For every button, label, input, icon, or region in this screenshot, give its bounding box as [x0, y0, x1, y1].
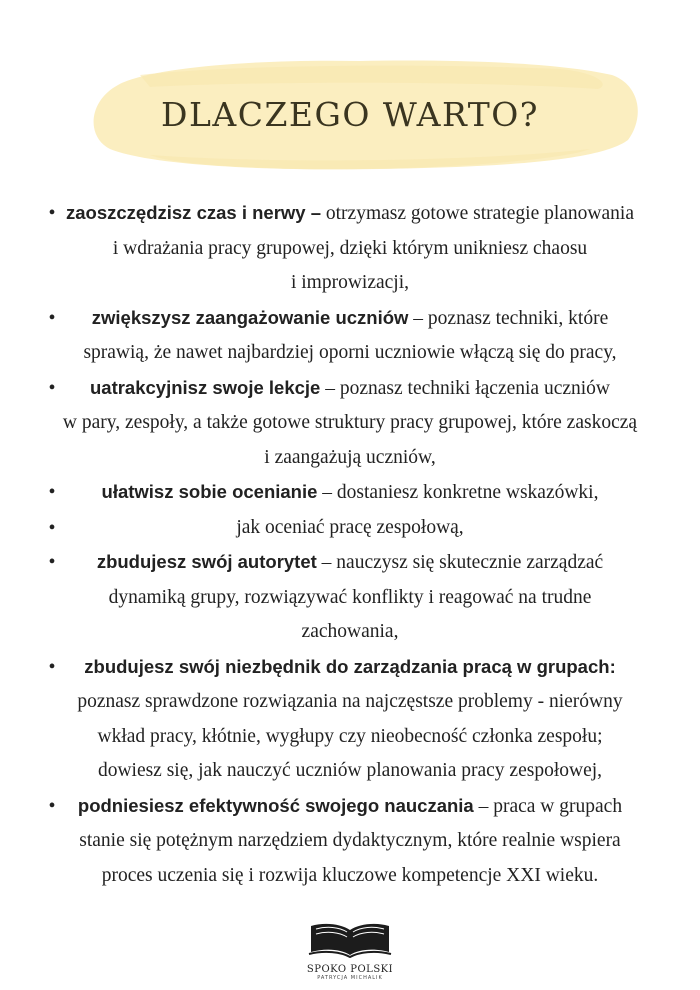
list-item: [0, 371, 700, 476]
list-item-text: – poznasz techniki, które: [408, 307, 609, 329]
list-item: [0, 511, 700, 546]
brand-logo: [300, 918, 400, 981]
list-item: [0, 301, 700, 371]
list-item-line: [0, 720, 700, 755]
list-item-text: i wdrażania pracy grupowej, dzięki którym unikniesz chaosu: [112, 237, 588, 259]
bullet-icon: •: [48, 481, 56, 503]
list-item-text: – dostaniesz konkretne wskazówki,: [317, 482, 599, 503]
list-item-line: [0, 232, 700, 267]
list-item-line: [0, 824, 700, 859]
list-item-text: poznasz sprawdzone rozwiązania na najczęstsze problemy - nierówny: [77, 691, 623, 712]
list-item-text: – nauczysz się skutecznie zarządzać: [316, 552, 604, 573]
list-item-bold-text: uatrakcyjnisz swoje lekcje: [89, 376, 321, 398]
list-item-line: [0, 545, 700, 581]
list-item-line: [0, 475, 700, 511]
list-item-text: dowiesz się, jak nauczyć uczniów planowania pracy zespołowej,: [97, 760, 603, 781]
list-item-line: [0, 441, 700, 476]
list-item-text: proces uczenia się i rozwija kluczowe kompetencje XXI wieku.: [101, 864, 599, 886]
list-item: [0, 196, 700, 301]
list-item-line: [0, 336, 700, 371]
list-item: [0, 650, 700, 789]
list-item-line: [0, 650, 700, 686]
page-title: DLACZEGO WARTO?: [160, 95, 539, 134]
list-item-line: [0, 266, 700, 301]
list-item: [0, 545, 700, 650]
bullet-icon: •: [48, 794, 56, 817]
list-item-text: jak oceniać pracę zespołową,: [236, 516, 464, 538]
list-item-bold-text: ułatwisz sobie ocenianie: [101, 481, 318, 502]
open-book-icon: [307, 918, 393, 958]
list-item-text: i zaangażują uczniów,: [264, 446, 436, 468]
bullet-icon: •: [48, 551, 56, 573]
list-item-bold-text: zbudujesz swój niezbędnik do zarządzania pracą w grupach:: [84, 655, 616, 677]
list-item-line: [0, 789, 700, 825]
list-item-bold-text: zwiększysz zaangażowanie uczniów: [91, 306, 409, 328]
bullet-icon: •: [48, 376, 56, 399]
list-item-line: [0, 196, 700, 232]
list-item-text: stanie się potężnym narzędziem dydaktycznym, które realnie wspiera: [79, 830, 621, 851]
list-item-line: [0, 859, 700, 894]
list-item-bold-text: podniesiesz efektywność swojego nauczania: [77, 794, 474, 816]
list-item-line: [0, 511, 700, 546]
list-item-text: – praca w grupach: [473, 795, 623, 817]
list-item-line: [0, 615, 700, 650]
logo-subtitle: PATRYCJA MICHALIK: [317, 975, 383, 981]
list-item-line: [0, 685, 700, 720]
list-item-line: [0, 581, 700, 616]
list-item-text: sprawią, że nawet najbardziej oporni uczniowie włączą się do pracy,: [83, 342, 617, 363]
list-item-text: otrzymasz gotowe strategie planowania: [321, 203, 634, 224]
list-item-line: [0, 754, 700, 789]
logo-name: SPOKO POLSKI: [306, 964, 394, 975]
list-item: [0, 789, 700, 894]
list-item-line: [0, 301, 700, 337]
bullet-icon: •: [48, 306, 56, 329]
list-item-text: zachowania,: [301, 621, 399, 642]
benefits-list: [0, 196, 700, 893]
list-item-text: dynamiką grupy, rozwiązywać konflikty i reagować na trudne: [108, 586, 592, 608]
list-item-text: – poznasz techniki łączenia uczniów: [320, 377, 611, 399]
title-banner: [0, 45, 700, 180]
bullet-icon: •: [48, 655, 56, 678]
list-item-text: w pary, zespoły, a także gotowe struktury pracy grupowej, które zaskoczą: [62, 412, 638, 433]
list-item-text: i improwizacji,: [290, 272, 410, 293]
list-item-bold-text: zbudujesz swój autorytet: [96, 551, 317, 572]
list-item-text: wkład pracy, kłótnie, wygłupy czy nieobecność członka zespołu;: [97, 725, 603, 747]
bullet-icon: •: [48, 516, 56, 539]
bullet-icon: •: [48, 202, 56, 224]
list-item-line: [0, 406, 700, 441]
list-item-line: [0, 371, 700, 407]
list-item: [0, 475, 700, 511]
list-item-bold-text: zaoszczędzisz czas i nerwy –: [66, 202, 322, 223]
